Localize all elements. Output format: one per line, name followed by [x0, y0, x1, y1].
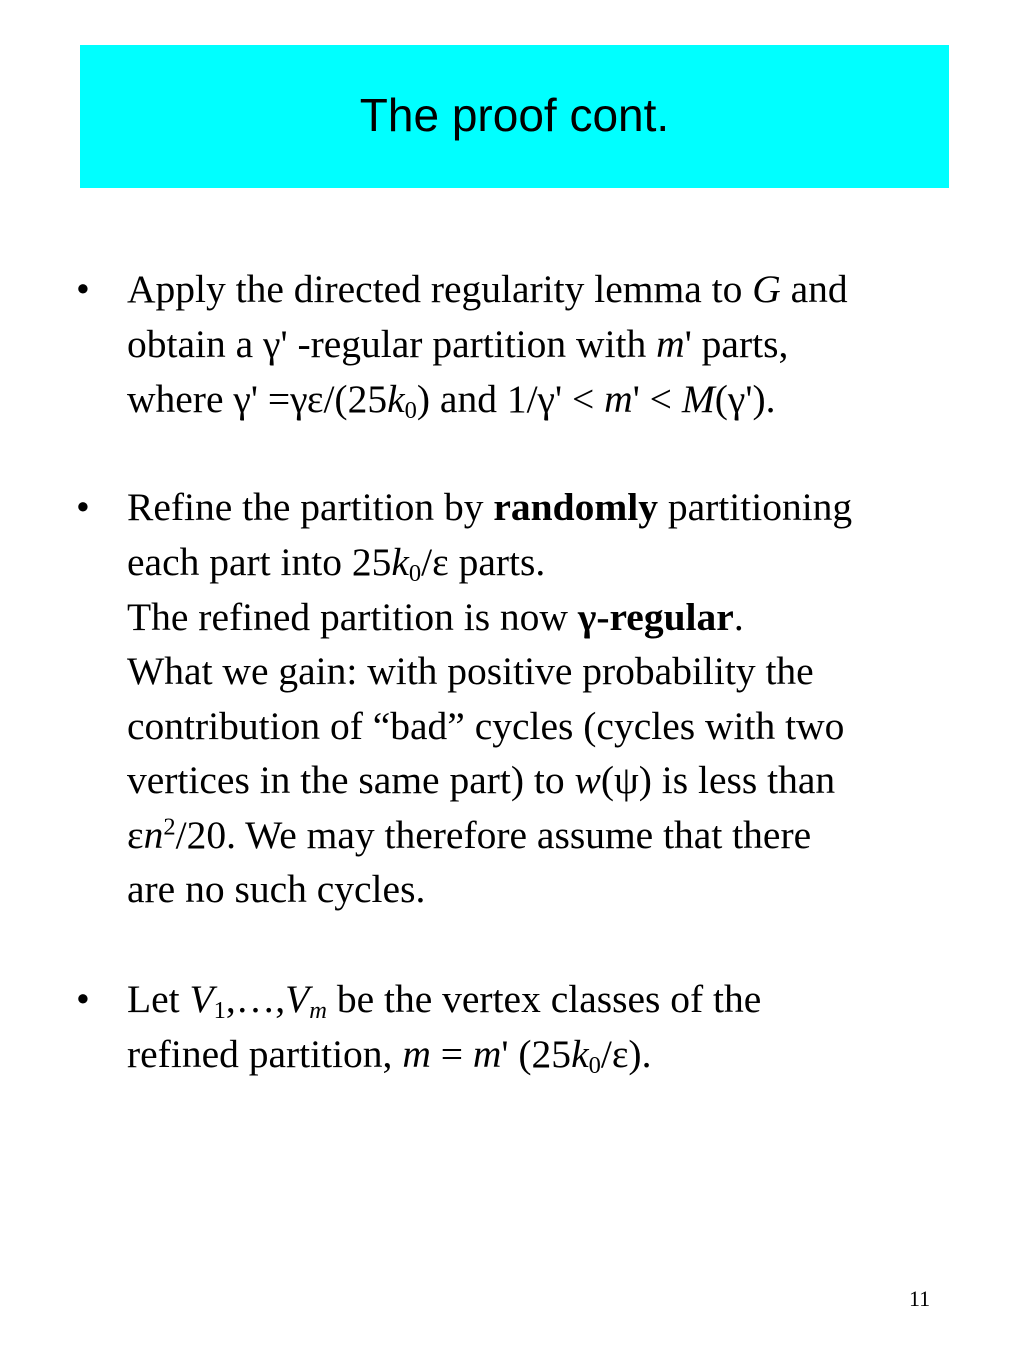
- bullet-1-line-3: where $\gamma' =\gamma\varepsilon/(25k_0)$ and 1/γ' < m' < M(γ').: [127, 377, 776, 425]
- bullet-3-line-1: Let $V_1,\dots,V_m$ be the vertex classes of the: [127, 977, 762, 1025]
- bullet-2-line-8: are no such cycles.: [127, 867, 426, 911]
- bullet-1-line-1: Apply the directed regularity lemma to G and: [127, 267, 848, 311]
- bullet-2-line-3: The refined partition is now γ-regular.: [127, 595, 744, 639]
- bullet-marker: •: [76, 485, 90, 529]
- bullet-2-line-2: each part into $25k_0/\varepsilon$ parts.: [127, 540, 546, 588]
- bullet-2-line-1: Refine the partition by randomly partitioning: [127, 485, 853, 529]
- bullet-2-line-6: vertices in the same part) to w(ψ) is less than: [127, 758, 836, 802]
- bullet-1-line-2: obtain a γ' -regular partition with m' parts,: [127, 322, 789, 366]
- bullet-2-line-4: What we gain: with positive probability the: [127, 649, 814, 693]
- page-number: 11: [909, 1286, 931, 1311]
- slide-title: The proof cont.: [359, 88, 670, 141]
- bullet-3-line-2: refined partition, m = m' $(25k_0/\varepsilon)$.: [127, 1032, 652, 1080]
- bullet-2-line-5: contribution of “bad” cycles (cycles with two: [127, 704, 845, 748]
- bullet-2-line-7: $\varepsilon n^2/20$. We may therefore assume that there: [127, 813, 812, 857]
- bullet-marker: •: [76, 267, 90, 311]
- bullet-marker: •: [76, 977, 90, 1021]
- title-banner: [80, 45, 949, 188]
